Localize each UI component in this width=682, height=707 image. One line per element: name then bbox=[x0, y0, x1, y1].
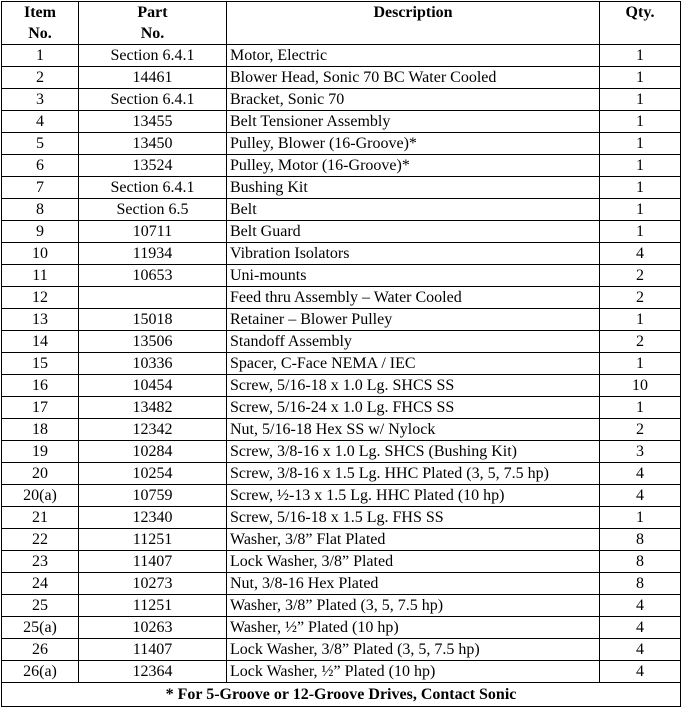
cell-description: Bushing Kit bbox=[227, 177, 600, 199]
cell-part: 13450 bbox=[79, 133, 227, 155]
cell-item: 26 bbox=[2, 639, 79, 661]
table-row bbox=[2, 639, 681, 661]
cell-description: Washer, 3/8” Plated (3, 5, 7.5 hp) bbox=[227, 595, 600, 617]
cell-description: Washer, ½” Plated (10 hp) bbox=[227, 617, 600, 639]
cell-qty: 1 bbox=[600, 199, 681, 221]
cell-description: Screw, 5/16-18 x 1.0 Lg. SHCS SS bbox=[227, 375, 600, 397]
cell-item: 9 bbox=[2, 221, 79, 243]
table-row bbox=[2, 243, 681, 265]
cell-item: 19 bbox=[2, 441, 79, 463]
header-item: Item No. bbox=[2, 2, 79, 45]
cell-qty: 1 bbox=[600, 111, 681, 133]
table-row bbox=[2, 287, 681, 309]
cell-item: 13 bbox=[2, 309, 79, 331]
cell-qty: 1 bbox=[600, 155, 681, 177]
cell-description: Lock Washer, 3/8” Plated bbox=[227, 551, 600, 573]
cell-item: 14 bbox=[2, 331, 79, 353]
cell-qty: 1 bbox=[600, 67, 681, 89]
cell-part: 12342 bbox=[79, 419, 227, 441]
cell-description: Vibration Isolators bbox=[227, 243, 600, 265]
table-row bbox=[2, 111, 681, 133]
table-row bbox=[2, 353, 681, 375]
table-row bbox=[2, 617, 681, 639]
table-row bbox=[2, 529, 681, 551]
cell-part: 12364 bbox=[79, 661, 227, 683]
footer-row bbox=[2, 683, 681, 707]
cell-part: 11407 bbox=[79, 639, 227, 661]
cell-part: 10711 bbox=[79, 221, 227, 243]
cell-part: Section 6.4.1 bbox=[79, 177, 227, 199]
cell-item: 8 bbox=[2, 199, 79, 221]
cell-item: 20(a) bbox=[2, 485, 79, 507]
table-row bbox=[2, 661, 681, 683]
header-qty: Qty. bbox=[600, 2, 681, 45]
cell-description: Standoff Assembly bbox=[227, 331, 600, 353]
table-row bbox=[2, 507, 681, 529]
cell-item: 4 bbox=[2, 111, 79, 133]
cell-item: 15 bbox=[2, 353, 79, 375]
table-row bbox=[2, 155, 681, 177]
cell-part: 13455 bbox=[79, 111, 227, 133]
cell-qty: 1 bbox=[600, 221, 681, 243]
cell-item: 2 bbox=[2, 67, 79, 89]
cell-item: 6 bbox=[2, 155, 79, 177]
cell-part: 10653 bbox=[79, 265, 227, 287]
parts-table bbox=[1, 1, 681, 707]
cell-description: Washer, 3/8” Flat Plated bbox=[227, 529, 600, 551]
cell-part: 10273 bbox=[79, 573, 227, 595]
cell-description: Uni-mounts bbox=[227, 265, 600, 287]
cell-part: 13524 bbox=[79, 155, 227, 177]
cell-item: 11 bbox=[2, 265, 79, 287]
cell-item: 17 bbox=[2, 397, 79, 419]
table-row bbox=[2, 133, 681, 155]
table-row bbox=[2, 331, 681, 353]
cell-item: 10 bbox=[2, 243, 79, 265]
cell-description: Motor, Electric bbox=[227, 45, 600, 67]
cell-part: 11251 bbox=[79, 529, 227, 551]
cell-item: 16 bbox=[2, 375, 79, 397]
cell-part bbox=[79, 287, 227, 309]
cell-item: 1 bbox=[2, 45, 79, 67]
table-row bbox=[2, 67, 681, 89]
header-part: Part No. bbox=[79, 2, 227, 45]
cell-qty: 4 bbox=[600, 661, 681, 683]
cell-item: 12 bbox=[2, 287, 79, 309]
cell-item: 20 bbox=[2, 463, 79, 485]
cell-qty: 3 bbox=[600, 441, 681, 463]
cell-part: Section 6.4.1 bbox=[79, 45, 227, 67]
cell-item: 25 bbox=[2, 595, 79, 617]
cell-description: Lock Washer, 3/8” Plated (3, 5, 7.5 hp) bbox=[227, 639, 600, 661]
cell-item: 5 bbox=[2, 133, 79, 155]
cell-part: 10336 bbox=[79, 353, 227, 375]
cell-qty: 8 bbox=[600, 529, 681, 551]
cell-description: Belt Guard bbox=[227, 221, 600, 243]
cell-description: Lock Washer, ½” Plated (10 hp) bbox=[227, 661, 600, 683]
cell-part: 13506 bbox=[79, 331, 227, 353]
cell-description: Bracket, Sonic 70 bbox=[227, 89, 600, 111]
cell-description: Nut, 3/8-16 Hex Plated bbox=[227, 573, 600, 595]
cell-qty: 2 bbox=[600, 331, 681, 353]
cell-part: 10284 bbox=[79, 441, 227, 463]
header-description: Description bbox=[227, 2, 600, 45]
table-row bbox=[2, 573, 681, 595]
table-row bbox=[2, 221, 681, 243]
cell-description: Spacer, C-Face NEMA / IEC bbox=[227, 353, 600, 375]
cell-part: 10759 bbox=[79, 485, 227, 507]
cell-description: Screw, 3/8-16 x 1.0 Lg. SHCS (Bushing Kit) bbox=[227, 441, 600, 463]
cell-qty: 1 bbox=[600, 397, 681, 419]
table-row bbox=[2, 309, 681, 331]
table-row bbox=[2, 397, 681, 419]
cell-qty: 2 bbox=[600, 419, 681, 441]
cell-part: 11251 bbox=[79, 595, 227, 617]
cell-description: Pulley, Motor (16-Groove)* bbox=[227, 155, 600, 177]
cell-item: 7 bbox=[2, 177, 79, 199]
table-row bbox=[2, 265, 681, 287]
table-row bbox=[2, 199, 681, 221]
cell-qty: 8 bbox=[600, 573, 681, 595]
cell-item: 26(a) bbox=[2, 661, 79, 683]
cell-item: 23 bbox=[2, 551, 79, 573]
table-body bbox=[2, 45, 681, 683]
cell-part: 12340 bbox=[79, 507, 227, 529]
cell-qty: 1 bbox=[600, 133, 681, 155]
cell-qty: 1 bbox=[600, 177, 681, 199]
cell-item: 22 bbox=[2, 529, 79, 551]
cell-description: Belt Tensioner Assembly bbox=[227, 111, 600, 133]
cell-item: 24 bbox=[2, 573, 79, 595]
cell-qty: 4 bbox=[600, 485, 681, 507]
cell-item: 25(a) bbox=[2, 617, 79, 639]
cell-qty: 4 bbox=[600, 617, 681, 639]
cell-part: 15018 bbox=[79, 309, 227, 331]
cell-part: 11934 bbox=[79, 243, 227, 265]
cell-item: 21 bbox=[2, 507, 79, 529]
cell-part: 10254 bbox=[79, 463, 227, 485]
cell-qty: 4 bbox=[600, 463, 681, 485]
cell-part: 11407 bbox=[79, 551, 227, 573]
cell-description: Screw, 3/8-16 x 1.5 Lg. HHC Plated (3, 5, 7.5 hp) bbox=[227, 463, 600, 485]
cell-qty: 1 bbox=[600, 309, 681, 331]
table-row bbox=[2, 177, 681, 199]
cell-part: Section 6.5 bbox=[79, 199, 227, 221]
table-row bbox=[2, 441, 681, 463]
cell-qty: 4 bbox=[600, 243, 681, 265]
cell-part: 10454 bbox=[79, 375, 227, 397]
table-row bbox=[2, 419, 681, 441]
cell-item: 18 bbox=[2, 419, 79, 441]
cell-qty: 1 bbox=[600, 507, 681, 529]
cell-part: 10263 bbox=[79, 617, 227, 639]
cell-qty: 2 bbox=[600, 265, 681, 287]
cell-description: Screw, 5/16-24 x 1.0 Lg. FHCS SS bbox=[227, 397, 600, 419]
cell-part: 14461 bbox=[79, 67, 227, 89]
table-row bbox=[2, 45, 681, 67]
table-row bbox=[2, 551, 681, 573]
cell-qty: 8 bbox=[600, 551, 681, 573]
cell-description: Retainer – Blower Pulley bbox=[227, 309, 600, 331]
cell-description: Belt bbox=[227, 199, 600, 221]
cell-qty: 1 bbox=[600, 353, 681, 375]
cell-part: Section 6.4.1 bbox=[79, 89, 227, 111]
cell-qty: 4 bbox=[600, 639, 681, 661]
cell-description: Screw, ½-13 x 1.5 Lg. HHC Plated (10 hp) bbox=[227, 485, 600, 507]
cell-qty: 1 bbox=[600, 45, 681, 67]
cell-description: Nut, 5/16-18 Hex SS w/ Nylock bbox=[227, 419, 600, 441]
cell-qty: 4 bbox=[600, 595, 681, 617]
table-row bbox=[2, 485, 681, 507]
footer-note: * For 5-Groove or 12-Groove Drives, Contact Sonic bbox=[2, 683, 681, 707]
cell-description: Feed thru Assembly – Water Cooled bbox=[227, 287, 600, 309]
cell-qty: 1 bbox=[600, 89, 681, 111]
table-row bbox=[2, 595, 681, 617]
cell-description: Blower Head, Sonic 70 BC Water Cooled bbox=[227, 67, 600, 89]
table-row bbox=[2, 375, 681, 397]
header-row bbox=[2, 2, 681, 45]
cell-description: Screw, 5/16-18 x 1.5 Lg. FHS SS bbox=[227, 507, 600, 529]
cell-description: Pulley, Blower (16-Groove)* bbox=[227, 133, 600, 155]
table-row bbox=[2, 89, 681, 111]
table-row bbox=[2, 463, 681, 485]
cell-qty: 10 bbox=[600, 375, 681, 397]
cell-item: 3 bbox=[2, 89, 79, 111]
cell-qty: 2 bbox=[600, 287, 681, 309]
cell-part: 13482 bbox=[79, 397, 227, 419]
